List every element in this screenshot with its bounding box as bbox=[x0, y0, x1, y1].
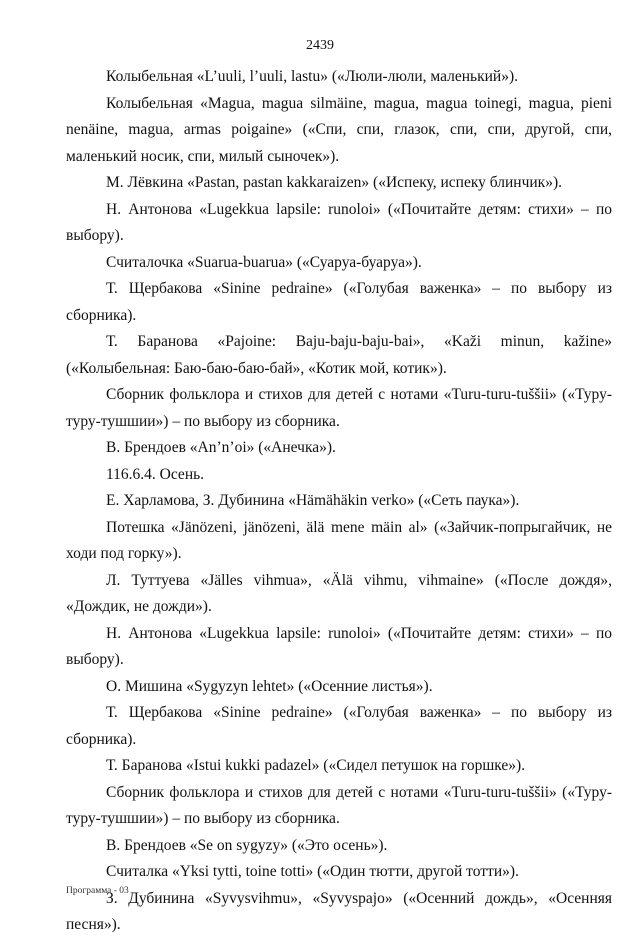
paragraph: Считалочка «Suarua-buarua» («Суаруа-буаруа»). bbox=[106, 253, 422, 271]
paragraph: Сборник фольклора и стихов для детей с нотами «Turu-turu-tuššii» («Туру-туру-тушшии») – по выбору из сборника. bbox=[66, 783, 612, 827]
paragraph: Потешка «Jänözeni, jänözeni, älä mene mäin al» («Зайчик-попрыгайчик, не ходи под горку»). bbox=[66, 518, 612, 562]
paragraph: Т. Баранова «Istui kukki padazel» («Сидел петушок на горшке»). bbox=[106, 757, 526, 774]
paragraph: Считалка «Yksi tytti, toine totti» («Один тютти, другой тотти»). bbox=[106, 863, 519, 880]
paragraph: Т. Баранова «Pajoine: Baju-baju-baju-bai», «Kaži minun, kažine» («Колыбельная: Баю-баю-баю-бай», «Котик мой, котик»). bbox=[66, 333, 612, 377]
paragraph: Л. Туттуева «Jälles vihmua», «Älä vihmu, vihmaine» («После дождя», «Дождик, не дожди»). bbox=[66, 571, 612, 615]
paragraph: О. Мишина «Sygyzyn lehtet» («Осенние листья»). bbox=[106, 677, 433, 695]
paragraph: Колыбельная «Magua, magua silmäine, magua, magua toinegi, magua, pieni nenäine, magua, armas poigaine» («Спи, спи, глазок, спи, спи, другой, спи, маленький носик, спи, милый сыночек»). bbox=[66, 94, 612, 165]
paragraph: Н. Антонова «Lugekkua lapsile: runoloi» («Почитайте детям: стихи» – по выбору). bbox=[66, 200, 612, 244]
paragraph: З. Дубинина «Syvysvihmu», «Syvyspajo» («Осенний дождь», «Осенняя песня»). bbox=[66, 889, 612, 933]
paragraph: Т. Щербакова «Sinine pedraine» («Голубая важенка» – по выбору из сборника). bbox=[66, 704, 612, 748]
document-body bbox=[66, 64, 612, 939]
paragraph: Сборник фольклора и стихов для детей с нотами «Turu-turu-tuššii» («Туру-туру-тушшии») – по выбору из сборника. bbox=[66, 386, 612, 430]
paragraph: В. Брендоев «An’n’oi» («Анечка»). bbox=[106, 439, 336, 456]
page-footer: Программа - 03 bbox=[66, 886, 129, 896]
paragraph: Колыбельная «L’uuli, l’uuli, lastu» («Люли-люли, маленький»). bbox=[106, 68, 518, 85]
paragraph: М. Лёвкина «Pastan, pastan kakkaraizen» («Испеку, испеку блинчик»). bbox=[106, 174, 562, 191]
paragraph: Е. Харламова, З. Дубинина «Hämähäkin verko» («Сеть паука»). bbox=[106, 492, 520, 509]
section-heading: 116.6.4. Осень. bbox=[106, 465, 205, 483]
paragraph: Н. Антонова «Lugekkua lapsile: runoloi» («Почитайте детям: стихи» – по выбору). bbox=[66, 624, 612, 668]
paragraph: Т. Щербакова «Sinine pedraine» («Голубая важенка» – по выбору из сборника). bbox=[66, 280, 612, 324]
page-number: 2439 bbox=[306, 38, 334, 53]
paragraph: В. Брендоев «Se on sygyzy» («Это осень»). bbox=[106, 836, 388, 854]
